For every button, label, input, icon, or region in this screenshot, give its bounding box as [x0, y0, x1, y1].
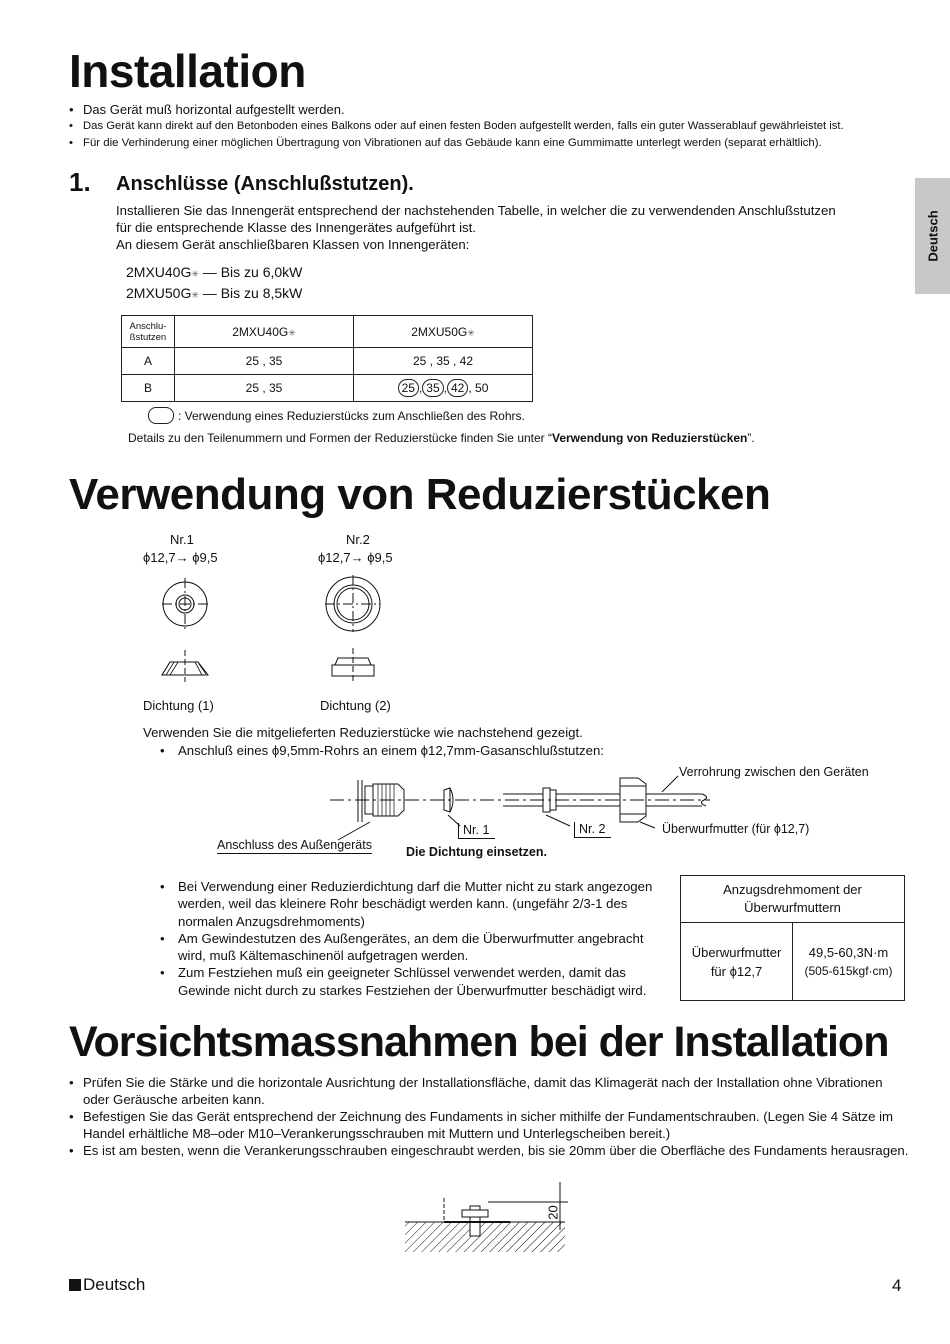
reducer-nr2-size: ϕ12,7→ ϕ9,5: [318, 550, 393, 565]
paragraph-line: Installieren Sie das Innengerät entsprechend der nachstehenden Tabelle, in welcher die zu verwendenden Anschlußstutzen: [116, 203, 836, 218]
precautions-bullets: [69, 1074, 909, 1159]
section-heading: Anschlüsse (Anschlußstutzen).: [116, 173, 414, 195]
table-header-cell: Anschlu- ßstutzen: [122, 316, 175, 348]
list-item: • Bei Verwendung einer Reduzierdichtung darf die Mutter nicht zu stark angezogen werden, weil das kleinere Rohr beschädigt werden kann. (ungefähr 2/3-1 des normalen Anzugsdrehmoments): [160, 878, 672, 930]
reducers-title: Verwendung von Reduzierstücken: [69, 470, 771, 519]
list-item: • Prüfen Sie die Stärke und die horizontale Ausrichtung der Installationsfläche, damit das Klimagerät nach der Installation ohne Vibrationen oder Geräusche arbeiten kann.: [69, 1074, 909, 1108]
footer-square-icon: [69, 1279, 81, 1291]
list-item: • Für die Verhinderung einer möglichen Übertragung von Vibrationen auf das Gebäude kann eine Gummimatte unterlegt werden (separat erhältlich).: [69, 135, 909, 152]
paragraph-line: für die entsprechende Klasse des Innengerätes aufgeführt ist.: [116, 220, 476, 235]
star-icon: ✳: [191, 290, 199, 300]
list-item: • Befestigen Sie das Gerät entsprechend der Zeichnung des Fundaments in sicher mithilfe der Fundamentschrauben. (Legen Sie 4 Sätze im Handel erhältliche M8–oder M10–Verankerungsschrauben mit Muttern und Unterlegscheiben bereit.): [69, 1108, 909, 1142]
nr2-callout: Nr. 2: [574, 822, 611, 838]
port-table: [121, 315, 533, 402]
paragraph-line: An diesem Gerät anschließbaren Klassen von Innengeräten:: [116, 237, 470, 252]
side-tab-label: Deutsch: [925, 210, 940, 262]
footer-language: Deutsch: [83, 1275, 146, 1294]
seal1-label: Dichtung (1): [143, 698, 214, 713]
table-header-cell: Anzugsdrehmoment der Überwurfmuttern: [681, 876, 905, 923]
reducers-intro: Verwenden Sie die mitgelieferten Reduzierstücke wie nachstehend gezeigt.: [143, 725, 583, 740]
reducer-bullets: [160, 878, 672, 999]
reducer-marked-value: 25: [398, 379, 419, 397]
outdoor-port-callout: Anschluss des Außengeräts: [217, 838, 372, 852]
table-header-cell: 2MXU50G✳: [354, 316, 533, 348]
dimension-label: 20: [545, 1205, 561, 1220]
list-item: • Das Gerät muß horizontal aufgestellt werden.: [69, 101, 909, 118]
list-item: • Am Gewindestutzen des Außengerätes, an dem die Überwurfmutter angebracht wird, muß Kältemaschinenöl aufgetragen werden.: [160, 930, 672, 965]
legend-oval-icon: [148, 407, 174, 424]
list-item: • Zum Festziehen muß ein geeigneter Schlüssel verwendet werden, damit das Gewinde nicht durch zu starkes Festziehen der Überwurfmutter beschädigt wird.: [160, 964, 672, 999]
list-item: • Es ist am besten, wenn die Verankerungsschrauben eingeschraubt werden, bis sie 20mm über die Oberfläche des Fundaments herausragen.: [69, 1142, 909, 1159]
seal2-label: Dichtung (2): [320, 698, 391, 713]
installation-title: Installation: [69, 45, 306, 97]
table-row: A 25 , 35 25 , 35 , 42: [122, 348, 533, 375]
page-number: 4: [892, 1276, 902, 1295]
nut-callout: Überwurfmutter (für ϕ12,7): [662, 822, 810, 836]
list-item: • Anschluß eines ϕ9,5mm-Rohrs an einem ϕ12,7mm-Gasanschlußstutzen:: [160, 742, 760, 759]
installation-bullets: [69, 101, 909, 152]
list-item: • Das Gerät kann direkt auf den Betonboden eines Balkons oder auf einen festen Boden aufgestellt werden, falls ein guter Wasserablauf gewährleistet ist.: [69, 118, 909, 135]
torque-table: [680, 875, 905, 1001]
model-row: 2MXU50G✳ — Bis zu 8,5kW: [126, 285, 303, 301]
reducers-intro-bullets: [160, 742, 760, 759]
piping-label: Verrohrung zwischen den Geräten: [679, 765, 869, 779]
table-legend: : Verwendung eines Reduzierstücks zum Anschließen des Rohrs.: [178, 409, 525, 423]
precautions-title: Vorsichtsmassnahmen bei der Installation: [69, 1018, 889, 1066]
details-note: Details zu den Teilenummern und Formen der Reduzierstücke finden Sie unter “Verwendung von Reduzierstücken”.: [128, 431, 755, 445]
reducer-nr1-size: ϕ12,7→ ϕ9,5: [143, 550, 218, 565]
model-row: 2MXU40G✳ — Bis zu 6,0kW: [126, 264, 303, 280]
reducer-marked-value: 42: [447, 379, 468, 397]
reducer-nr1-label: Nr.1: [170, 532, 194, 547]
nr1-callout: Nr. 1: [458, 823, 495, 839]
reducer-drawings: [140, 570, 410, 690]
reducer-nr2-label: Nr.2: [346, 532, 370, 547]
section-paragraph: [116, 202, 906, 253]
table-row: B 25 , 35 25 , 35 , 42 , 50: [122, 375, 533, 402]
model-list: [126, 263, 302, 305]
star-icon: ✳: [191, 269, 199, 279]
insert-seal-note: Die Dichtung einsetzen.: [406, 845, 547, 859]
reducer-marked-value: 35: [422, 379, 443, 397]
section-number: 1.: [69, 167, 91, 197]
language-side-tab: [915, 178, 950, 294]
table-row: Überwurfmutter für ϕ12,7 49,5-60,3N·m (505-615kgf·cm): [681, 923, 905, 1001]
table-header-cell: 2MXU40G✳: [175, 316, 354, 348]
